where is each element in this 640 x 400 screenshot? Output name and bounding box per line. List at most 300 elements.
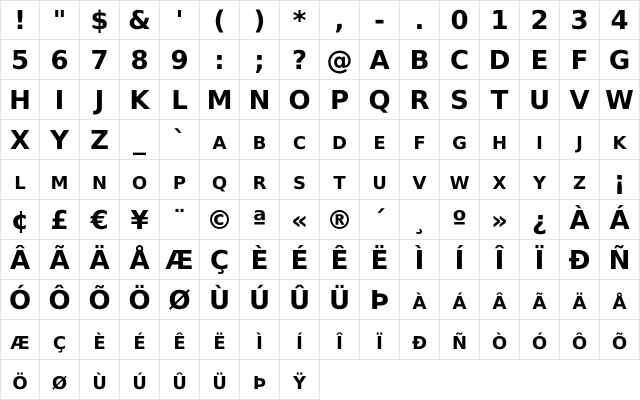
glyph: n bbox=[91, 166, 108, 196]
glyph: ô bbox=[571, 326, 588, 356]
glyph: ) bbox=[253, 6, 266, 36]
glyph-cell[interactable] bbox=[600, 240, 640, 280]
glyph-cell[interactable] bbox=[40, 80, 80, 120]
glyph: O bbox=[288, 86, 311, 116]
glyph: _ bbox=[133, 126, 146, 156]
glyph: © bbox=[206, 206, 233, 236]
glyph-cell[interactable] bbox=[0, 0, 40, 40]
glyph-cell[interactable] bbox=[120, 120, 160, 160]
glyph-cell[interactable] bbox=[280, 240, 320, 280]
glyph-cell[interactable] bbox=[480, 120, 520, 160]
glyph: f bbox=[413, 126, 426, 156]
glyph: ñ bbox=[451, 326, 468, 356]
glyph: U bbox=[528, 86, 551, 116]
glyph: ö bbox=[12, 366, 28, 396]
glyph: j bbox=[576, 126, 583, 156]
glyph-cell[interactable] bbox=[600, 200, 640, 240]
glyph-cell[interactable] bbox=[280, 360, 320, 400]
glyph: ò bbox=[491, 326, 508, 356]
glyph: ó bbox=[531, 326, 548, 356]
glyph: u bbox=[372, 166, 387, 196]
glyph-cell[interactable] bbox=[600, 280, 640, 320]
glyph: Ñ bbox=[608, 246, 631, 276]
glyph-cell[interactable] bbox=[360, 320, 400, 360]
glyph: 5 bbox=[10, 46, 30, 76]
glyph-cell[interactable] bbox=[280, 280, 320, 320]
glyph: : bbox=[214, 46, 225, 76]
glyph: o bbox=[131, 166, 148, 196]
glyph-cell[interactable] bbox=[40, 40, 80, 80]
glyph: è bbox=[93, 326, 106, 356]
glyph: e bbox=[373, 126, 386, 156]
glyph-cell[interactable] bbox=[280, 0, 320, 40]
glyph-cell[interactable] bbox=[520, 0, 560, 40]
glyph-cell[interactable] bbox=[320, 80, 360, 120]
glyph: V bbox=[569, 86, 590, 116]
glyph-cell[interactable] bbox=[520, 280, 560, 320]
glyph-cell[interactable] bbox=[560, 200, 600, 240]
glyph-cell[interactable] bbox=[360, 200, 400, 240]
glyph: Ç bbox=[209, 246, 230, 276]
glyph-cell[interactable] bbox=[200, 200, 240, 240]
glyph: 3 bbox=[570, 6, 589, 36]
glyph: K bbox=[129, 86, 150, 116]
glyph-cell[interactable] bbox=[120, 200, 160, 240]
glyph-cell[interactable] bbox=[40, 160, 80, 200]
glyph-cell[interactable] bbox=[40, 200, 80, 240]
glyph: þ bbox=[252, 366, 267, 396]
glyph-cell[interactable] bbox=[480, 280, 520, 320]
glyph: â bbox=[492, 286, 507, 316]
glyph-cell[interactable] bbox=[560, 160, 600, 200]
glyph: r bbox=[252, 166, 267, 196]
glyph-cell[interactable] bbox=[200, 80, 240, 120]
glyph-cell[interactable] bbox=[320, 160, 360, 200]
glyph-cell[interactable] bbox=[440, 200, 480, 240]
glyph: ê bbox=[173, 326, 186, 356]
glyph-cell[interactable] bbox=[80, 40, 120, 80]
glyph: Ï bbox=[534, 246, 545, 276]
glyph-cell[interactable] bbox=[160, 160, 200, 200]
glyph-cell[interactable] bbox=[240, 280, 280, 320]
glyph: ¥ bbox=[130, 206, 149, 236]
glyph: ( bbox=[213, 6, 226, 36]
glyph: ¿ bbox=[531, 206, 548, 236]
glyph: b bbox=[252, 126, 267, 156]
glyph-cell[interactable] bbox=[0, 80, 40, 120]
glyph-cell[interactable] bbox=[240, 120, 280, 160]
glyph-cell[interactable] bbox=[160, 320, 200, 360]
glyph-cell[interactable] bbox=[280, 200, 320, 240]
glyph: ? bbox=[291, 46, 308, 76]
glyph-cell[interactable] bbox=[240, 80, 280, 120]
glyph: £ bbox=[50, 206, 69, 236]
glyph: È bbox=[250, 246, 269, 276]
glyph: ¢ bbox=[10, 206, 30, 236]
glyph: 4 bbox=[610, 6, 629, 36]
glyph: . bbox=[414, 6, 425, 36]
glyph-cell[interactable] bbox=[200, 120, 240, 160]
glyph: û bbox=[172, 366, 187, 396]
glyph: " bbox=[52, 6, 67, 36]
glyph: a bbox=[212, 126, 227, 156]
glyph-cell[interactable] bbox=[480, 0, 520, 40]
glyph: Ö bbox=[128, 286, 151, 316]
glyph-cell[interactable] bbox=[0, 360, 40, 400]
glyph-cell[interactable] bbox=[560, 280, 600, 320]
glyph-cell[interactable] bbox=[400, 0, 440, 40]
glyph: ü bbox=[212, 366, 227, 396]
glyph-cell[interactable] bbox=[440, 80, 480, 120]
glyph-cell[interactable] bbox=[520, 160, 560, 200]
glyph: Þ bbox=[369, 286, 390, 316]
glyph-cell[interactable] bbox=[240, 240, 280, 280]
glyph: ! bbox=[14, 6, 26, 36]
glyph-cell[interactable] bbox=[440, 160, 480, 200]
glyph-cell[interactable] bbox=[40, 320, 80, 360]
glyph-cell[interactable] bbox=[200, 280, 240, 320]
glyph: ï bbox=[376, 326, 383, 356]
glyph: á bbox=[452, 286, 467, 316]
glyph: ø bbox=[51, 366, 68, 396]
glyph: D bbox=[488, 46, 511, 76]
glyph: ä bbox=[572, 286, 587, 316]
glyph: y bbox=[532, 166, 547, 196]
glyph-cell[interactable] bbox=[600, 320, 640, 360]
glyph-cell[interactable] bbox=[120, 360, 160, 400]
glyph-cell[interactable] bbox=[240, 200, 280, 240]
glyph-cell[interactable] bbox=[400, 200, 440, 240]
glyph-cell[interactable] bbox=[520, 240, 560, 280]
glyph: 9 bbox=[170, 46, 189, 76]
glyph: 7 bbox=[90, 46, 109, 76]
glyph-cell[interactable] bbox=[40, 0, 80, 40]
glyph: l bbox=[14, 166, 26, 196]
glyph: Í bbox=[454, 246, 465, 276]
glyph: Ã bbox=[49, 246, 70, 276]
glyph-cell[interactable] bbox=[80, 320, 120, 360]
glyph: É bbox=[290, 246, 309, 276]
glyph: Q bbox=[368, 86, 391, 116]
glyph: F bbox=[570, 46, 589, 76]
glyph: À bbox=[569, 206, 590, 236]
glyph: g bbox=[452, 126, 467, 156]
glyph-cell[interactable] bbox=[240, 40, 280, 80]
glyph: h bbox=[491, 126, 508, 156]
glyph: º bbox=[452, 206, 467, 236]
glyph: 0 bbox=[450, 6, 469, 36]
glyph: B bbox=[409, 46, 430, 76]
glyph-cell[interactable] bbox=[560, 0, 600, 40]
glyph: € bbox=[90, 206, 109, 236]
glyph: 6 bbox=[50, 46, 69, 76]
glyph-cell[interactable] bbox=[0, 280, 40, 320]
glyph-cell[interactable] bbox=[0, 200, 40, 240]
glyph-cell[interactable] bbox=[200, 0, 240, 40]
glyph-cell[interactable] bbox=[160, 360, 200, 400]
glyph: Æ bbox=[165, 246, 194, 276]
glyph: A bbox=[369, 46, 390, 76]
glyph: t bbox=[333, 166, 346, 196]
glyph: ù bbox=[92, 366, 107, 396]
glyph: Ô bbox=[48, 286, 71, 316]
glyph: õ bbox=[611, 326, 628, 356]
glyph: m bbox=[50, 166, 69, 196]
glyph: ú bbox=[132, 366, 147, 396]
glyph-cell[interactable] bbox=[160, 0, 200, 40]
glyph-cell[interactable] bbox=[400, 80, 440, 120]
glyph: v bbox=[412, 166, 427, 196]
glyph-cell[interactable] bbox=[280, 160, 320, 200]
glyph-cell[interactable] bbox=[360, 280, 400, 320]
glyph-cell[interactable] bbox=[320, 40, 360, 80]
glyph: $ bbox=[90, 6, 109, 36]
glyph: ` bbox=[173, 126, 186, 156]
glyph-cell[interactable] bbox=[120, 40, 160, 80]
glyph-cell[interactable] bbox=[80, 80, 120, 120]
glyph: , bbox=[334, 6, 345, 36]
glyph-cell[interactable] bbox=[0, 240, 40, 280]
glyph: ' bbox=[175, 6, 184, 36]
glyph-cell[interactable] bbox=[80, 0, 120, 40]
glyph-cell[interactable] bbox=[200, 40, 240, 80]
glyph-cell[interactable] bbox=[480, 320, 520, 360]
glyph-cell[interactable] bbox=[240, 160, 280, 200]
glyph-cell[interactable] bbox=[560, 120, 600, 160]
glyph-cell[interactable] bbox=[160, 40, 200, 80]
glyph-cell[interactable] bbox=[240, 360, 280, 400]
glyph: ¸ bbox=[413, 206, 426, 236]
glyph: s bbox=[293, 166, 306, 196]
glyph-cell[interactable] bbox=[560, 40, 600, 80]
glyph: d bbox=[332, 126, 347, 156]
glyph-cell[interactable] bbox=[600, 40, 640, 80]
glyph-cell[interactable] bbox=[600, 160, 640, 200]
glyph-cell[interactable] bbox=[120, 160, 160, 200]
glyph: Ë bbox=[370, 246, 389, 276]
glyph-cell[interactable] bbox=[360, 160, 400, 200]
glyph-cell[interactable] bbox=[160, 240, 200, 280]
glyph-cell[interactable] bbox=[280, 40, 320, 80]
glyph-cell[interactable] bbox=[240, 320, 280, 360]
glyph-cell[interactable] bbox=[400, 160, 440, 200]
glyph: - bbox=[374, 6, 385, 36]
glyph: í bbox=[296, 326, 303, 356]
glyph: ì bbox=[256, 326, 263, 356]
glyph: z bbox=[572, 166, 587, 196]
glyph: Ü bbox=[328, 286, 351, 316]
glyph: ; bbox=[254, 46, 265, 76]
glyph: î bbox=[336, 326, 343, 356]
glyph-cell[interactable] bbox=[320, 240, 360, 280]
glyph: » bbox=[491, 206, 508, 236]
glyph-cell[interactable] bbox=[160, 200, 200, 240]
glyph-cell[interactable] bbox=[360, 120, 400, 160]
glyph-cell[interactable] bbox=[40, 360, 80, 400]
glyph: ÿ bbox=[292, 366, 307, 396]
glyph-cell[interactable] bbox=[120, 320, 160, 360]
glyph-cell[interactable] bbox=[480, 200, 520, 240]
glyph: Ù bbox=[208, 286, 231, 316]
glyph: Â bbox=[9, 246, 31, 276]
glyph: * bbox=[292, 6, 307, 36]
glyph-cell[interactable] bbox=[400, 320, 440, 360]
glyph: & bbox=[128, 6, 151, 36]
glyph-cell[interactable] bbox=[360, 40, 400, 80]
glyph-cell[interactable] bbox=[560, 320, 600, 360]
glyph-cell[interactable] bbox=[80, 360, 120, 400]
glyph-cell[interactable] bbox=[400, 120, 440, 160]
glyph-cell[interactable] bbox=[520, 200, 560, 240]
glyph-cell[interactable] bbox=[200, 360, 240, 400]
glyph: I bbox=[54, 86, 65, 116]
glyph-cell[interactable] bbox=[440, 40, 480, 80]
glyph: X bbox=[9, 126, 31, 156]
glyph: p bbox=[172, 166, 187, 196]
glyph-cell[interactable] bbox=[480, 160, 520, 200]
glyph-cell[interactable] bbox=[560, 80, 600, 120]
glyph-cell[interactable] bbox=[240, 0, 280, 40]
glyph: J bbox=[94, 86, 105, 116]
glyph: æ bbox=[10, 326, 30, 356]
glyph-cell[interactable] bbox=[200, 320, 240, 360]
glyph-cell[interactable] bbox=[560, 240, 600, 280]
glyph: Y bbox=[50, 126, 69, 156]
glyph: Î bbox=[494, 246, 505, 276]
glyph-cell[interactable] bbox=[120, 280, 160, 320]
glyph-cell[interactable] bbox=[440, 120, 480, 160]
glyph-cell[interactable] bbox=[320, 200, 360, 240]
glyph-cell[interactable] bbox=[480, 80, 520, 120]
glyph-cell[interactable] bbox=[600, 120, 640, 160]
glyph-cell[interactable] bbox=[160, 120, 200, 160]
glyph: w bbox=[449, 166, 470, 196]
glyph: i bbox=[536, 126, 543, 156]
glyph-cell[interactable] bbox=[0, 40, 40, 80]
glyph-cell[interactable] bbox=[480, 240, 520, 280]
glyph-cell[interactable] bbox=[440, 240, 480, 280]
glyph: ë bbox=[213, 326, 226, 356]
glyph-cell[interactable] bbox=[440, 320, 480, 360]
glyph-cell[interactable] bbox=[280, 120, 320, 160]
glyph-cell[interactable] bbox=[440, 280, 480, 320]
glyph: R bbox=[409, 86, 430, 116]
glyph-cell[interactable] bbox=[200, 240, 240, 280]
glyph: Ó bbox=[8, 286, 32, 316]
glyph-cell[interactable] bbox=[280, 320, 320, 360]
glyph: @ bbox=[326, 46, 353, 76]
glyph-cell[interactable] bbox=[520, 80, 560, 120]
glyph-cell[interactable] bbox=[0, 320, 40, 360]
glyph-cell[interactable] bbox=[400, 40, 440, 80]
glyph: C bbox=[449, 46, 470, 76]
glyph: W bbox=[605, 86, 634, 116]
glyph: H bbox=[9, 86, 31, 116]
glyph: ® bbox=[326, 206, 353, 236]
glyph: é bbox=[133, 326, 146, 356]
glyph: T bbox=[490, 86, 509, 116]
glyph-cell[interactable] bbox=[320, 120, 360, 160]
glyph: Ê bbox=[330, 246, 349, 276]
glyph-cell[interactable] bbox=[280, 80, 320, 120]
glyph: 8 bbox=[130, 46, 149, 76]
glyph: å bbox=[612, 286, 627, 316]
glyph-cell[interactable] bbox=[120, 80, 160, 120]
glyph-cell[interactable] bbox=[200, 160, 240, 200]
glyph-cell[interactable] bbox=[80, 240, 120, 280]
glyph-cell[interactable] bbox=[120, 0, 160, 40]
glyph: ç bbox=[52, 326, 67, 356]
glyph-cell[interactable] bbox=[520, 120, 560, 160]
glyph: Ú bbox=[248, 286, 271, 316]
glyph: Á bbox=[609, 206, 630, 236]
glyph: ã bbox=[532, 286, 547, 316]
glyph-cell[interactable] bbox=[480, 40, 520, 80]
glyph: x bbox=[492, 166, 507, 196]
glyph: N bbox=[248, 86, 271, 116]
glyph-cell[interactable] bbox=[600, 0, 640, 40]
glyph-cell[interactable] bbox=[40, 120, 80, 160]
glyph-cell[interactable] bbox=[0, 120, 40, 160]
glyph-cell[interactable] bbox=[520, 320, 560, 360]
glyph-cell[interactable] bbox=[320, 280, 360, 320]
glyph-cell[interactable] bbox=[400, 280, 440, 320]
glyph: « bbox=[291, 206, 308, 236]
glyph: G bbox=[608, 46, 631, 76]
glyph: ¡ bbox=[613, 166, 626, 196]
glyph: P bbox=[329, 86, 350, 116]
glyph: S bbox=[450, 86, 469, 116]
glyph-cell[interactable] bbox=[360, 0, 400, 40]
glyph-cell[interactable] bbox=[80, 280, 120, 320]
glyph-cell[interactable] bbox=[40, 280, 80, 320]
glyph: Ì bbox=[414, 246, 425, 276]
glyph-cell[interactable] bbox=[440, 0, 480, 40]
glyph: Ø bbox=[168, 286, 191, 316]
glyph: Ä bbox=[89, 246, 110, 276]
glyph-cell[interactable] bbox=[600, 80, 640, 120]
glyph: Å bbox=[129, 246, 150, 276]
glyph: q bbox=[211, 166, 228, 196]
glyph-cell[interactable] bbox=[160, 280, 200, 320]
glyph-cell[interactable] bbox=[160, 80, 200, 120]
glyph: ð bbox=[411, 326, 428, 356]
glyph: à bbox=[412, 286, 427, 316]
glyph: 1 bbox=[490, 6, 509, 36]
glyph-cell[interactable] bbox=[360, 240, 400, 280]
glyph: Û bbox=[288, 286, 311, 316]
glyph-cell[interactable] bbox=[80, 200, 120, 240]
glyph-cell[interactable] bbox=[520, 40, 560, 80]
glyph: E bbox=[530, 46, 549, 76]
glyph: c bbox=[292, 126, 307, 156]
glyph: Ð bbox=[568, 246, 591, 276]
glyph-cell[interactable] bbox=[320, 0, 360, 40]
glyph-cell[interactable] bbox=[40, 240, 80, 280]
glyph: 2 bbox=[530, 6, 549, 36]
glyph: M bbox=[206, 86, 233, 116]
glyph-cell[interactable] bbox=[320, 320, 360, 360]
glyph-cell[interactable] bbox=[80, 120, 120, 160]
glyph-cell[interactable] bbox=[360, 80, 400, 120]
glyph-cell[interactable] bbox=[120, 240, 160, 280]
glyph: Z bbox=[90, 126, 109, 156]
glyph-cell[interactable] bbox=[400, 240, 440, 280]
glyph-cell[interactable] bbox=[0, 160, 40, 200]
glyph: ¨ bbox=[173, 206, 186, 236]
glyph-cell[interactable] bbox=[80, 160, 120, 200]
glyph: ª bbox=[252, 206, 267, 236]
